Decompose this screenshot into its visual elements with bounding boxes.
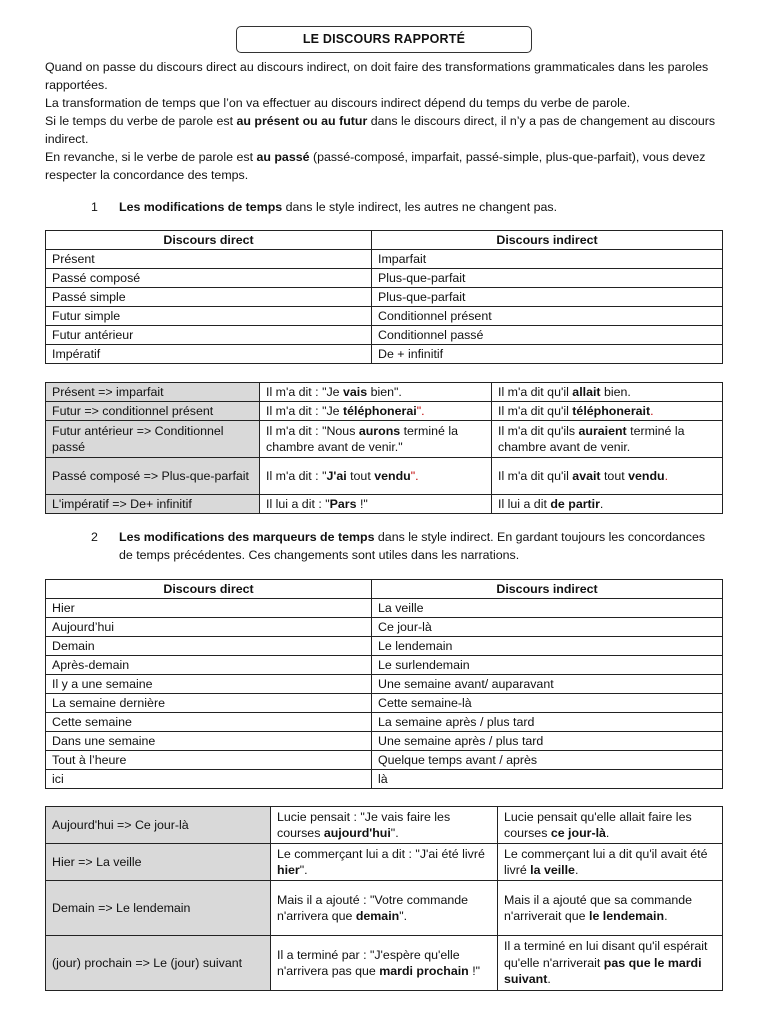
direct-example-cell: Il m'a dit : "Je vais bien". — [260, 383, 492, 402]
table-cell: Après-demain — [46, 656, 372, 675]
time-markers-table — [45, 579, 723, 789]
direct-example-cell: Il lui a dit : "Pars !" — [260, 495, 492, 514]
table-cell: La semaine dernière — [46, 694, 372, 713]
table-cell: Ce jour-là — [372, 618, 723, 637]
table-row — [46, 326, 723, 345]
table-cell: Une semaine après / plus tard — [372, 732, 723, 751]
table-row — [46, 495, 723, 514]
rule-cell: Futur => conditionnel présent — [46, 402, 260, 421]
table-cell: Aujourd’hui — [46, 618, 372, 637]
intro-paragraph: La transformation de temps que l’on va effectuer au discours indirect dépend du temps du verbe de parole. — [45, 96, 631, 110]
tense-examples-table — [45, 382, 723, 514]
table-cell: Hier — [46, 599, 372, 618]
intro-paragraph: Quand on passe du discours direct au discours indirect, on doit faire des transformations grammaticales dans les paroles rapportées. — [45, 60, 709, 92]
rule-cell: Passé composé => Plus-que-parfait — [46, 458, 260, 495]
intro-text — [45, 58, 735, 184]
direct-example-cell: Il m'a dit : "Je téléphonerai". — [260, 402, 492, 421]
indirect-example-cell: Il m'a dit qu'il téléphonerait. — [492, 402, 723, 421]
table-cell: Quelque temps avant / après — [372, 751, 723, 770]
table-cell: là — [372, 770, 723, 789]
page-title: LE DISCOURS RAPPORTÉ — [236, 26, 532, 53]
indirect-example-cell: Mais il a ajouté que sa commande n'arriverait que le lendemain. — [498, 881, 723, 936]
table-row — [46, 288, 723, 307]
indirect-example-cell: Lucie pensait qu'elle allait faire les courses ce jour-là. — [498, 807, 723, 844]
table-cell: Il y a une semaine — [46, 675, 372, 694]
table-row — [46, 751, 723, 770]
time-examples-table — [45, 806, 723, 991]
table-row — [46, 713, 723, 732]
indirect-example-cell: Le commerçant lui a dit qu'il avait été livré la veille. — [498, 844, 723, 881]
table-cell: Le lendemain — [372, 637, 723, 656]
table-row — [46, 250, 723, 269]
table-row — [46, 402, 723, 421]
section-title: Les modifications de temps dans le style indirect, les autres ne changent pas. — [119, 200, 558, 214]
rule-cell: Demain => Le lendemain — [46, 881, 271, 936]
table-row — [46, 618, 723, 637]
table-cell: Une semaine avant/ auparavant — [372, 675, 723, 694]
rule-cell: (jour) prochain => Le (jour) suivant — [46, 936, 271, 991]
table-row — [46, 383, 723, 402]
section-heading-1 — [91, 198, 721, 216]
intro-paragraph: En revanche, si le verbe de parole est au passé (passé-composé, imparfait, passé-simple, plus-que-parfait), vous devez respecter la concordance des temps. — [45, 150, 706, 182]
table-cell: Passé simple — [46, 288, 372, 307]
table-cell: Futur simple — [46, 307, 372, 326]
table-header-row — [46, 580, 723, 599]
table-cell: Plus-que-parfait — [372, 288, 723, 307]
section-number: 2 — [91, 530, 98, 544]
table-row — [46, 656, 723, 675]
table-row — [46, 881, 723, 936]
table-cell: Dans une semaine — [46, 732, 372, 751]
section-number: 1 — [91, 200, 98, 214]
table-row — [46, 269, 723, 288]
table-cell: Cette semaine — [46, 713, 372, 732]
table-cell: Passé composé — [46, 269, 372, 288]
table-cell: Présent — [46, 250, 372, 269]
table-cell: La semaine après / plus tard — [372, 713, 723, 732]
table-row — [46, 844, 723, 881]
column-header: Discours direct — [46, 231, 372, 250]
table-row — [46, 675, 723, 694]
table-row — [46, 599, 723, 618]
table-row — [46, 936, 723, 991]
table-cell: Tout à l’heure — [46, 751, 372, 770]
indirect-example-cell: Il m'a dit qu'il allait bien. — [492, 383, 723, 402]
section-heading-2 — [91, 528, 721, 564]
table-row — [46, 807, 723, 844]
column-header: Discours indirect — [372, 231, 723, 250]
rule-cell: Présent => imparfait — [46, 383, 260, 402]
table-cell: Conditionnel passé — [372, 326, 723, 345]
direct-example-cell: Mais il a ajouté : "Votre commande n'arrivera que demain". — [271, 881, 498, 936]
column-header: Discours indirect — [372, 580, 723, 599]
section-title: Les modifications des marqueurs de temps dans le style indirect. En gardant toujours les concordances de temps précédentes. Ces changements sont utiles dans les narrations. — [119, 530, 706, 562]
table-row — [46, 694, 723, 713]
table-cell: La veille — [372, 599, 723, 618]
table-row — [46, 770, 723, 789]
table-cell: Demain — [46, 637, 372, 656]
direct-example-cell: Il m'a dit : "Nous aurons terminé la chambre avant de venir." — [260, 421, 492, 458]
direct-example-cell: Le commerçant lui a dit : "J'ai été livré hier". — [271, 844, 498, 881]
table-cell: Futur antérieur — [46, 326, 372, 345]
table-cell: ici — [46, 770, 372, 789]
rule-cell: Aujourd'hui => Ce jour-là — [46, 807, 271, 844]
table-cell: Plus-que-parfait — [372, 269, 723, 288]
rule-cell: Hier => La veille — [46, 844, 271, 881]
rule-cell: Futur antérieur => Conditionnel passé — [46, 421, 260, 458]
indirect-example-cell: Il m'a dit qu'ils auraient terminé la chambre avant de venir. — [492, 421, 723, 458]
table-row — [46, 345, 723, 364]
table-cell: Le surlendemain — [372, 656, 723, 675]
rule-cell: L'impératif => De+ infinitif — [46, 495, 260, 514]
table-header-row — [46, 231, 723, 250]
intro-paragraph: Si le temps du verbe de parole est au présent ou au futur dans le discours direct, il n’y a pas de changement au discours indirect. — [45, 114, 716, 146]
indirect-example-cell: Il m'a dit qu'il avait tout vendu. — [492, 458, 723, 495]
table-row — [46, 307, 723, 326]
table-cell: Cette semaine-là — [372, 694, 723, 713]
table-cell: Conditionnel présent — [372, 307, 723, 326]
table-cell: De + infinitif — [372, 345, 723, 364]
table-cell: Impératif — [46, 345, 372, 364]
direct-example-cell: Il a terminé par : "J'espère qu'elle n'arrivera pas que mardi prochain !" — [271, 936, 498, 991]
table-cell: Imparfait — [372, 250, 723, 269]
table-row — [46, 458, 723, 495]
table-row — [46, 732, 723, 751]
column-header: Discours direct — [46, 580, 372, 599]
tense-table — [45, 230, 723, 364]
indirect-example-cell: Il a terminé en lui disant qu'il espérait qu'elle n'arriverait pas que le mardi suivant. — [498, 936, 723, 991]
table-row — [46, 421, 723, 458]
indirect-example-cell: Il lui a dit de partir. — [492, 495, 723, 514]
direct-example-cell: Lucie pensait : "Je vais faire les courses aujourd'hui". — [271, 807, 498, 844]
table-row — [46, 637, 723, 656]
direct-example-cell: Il m'a dit : "J'ai tout vendu". — [260, 458, 492, 495]
